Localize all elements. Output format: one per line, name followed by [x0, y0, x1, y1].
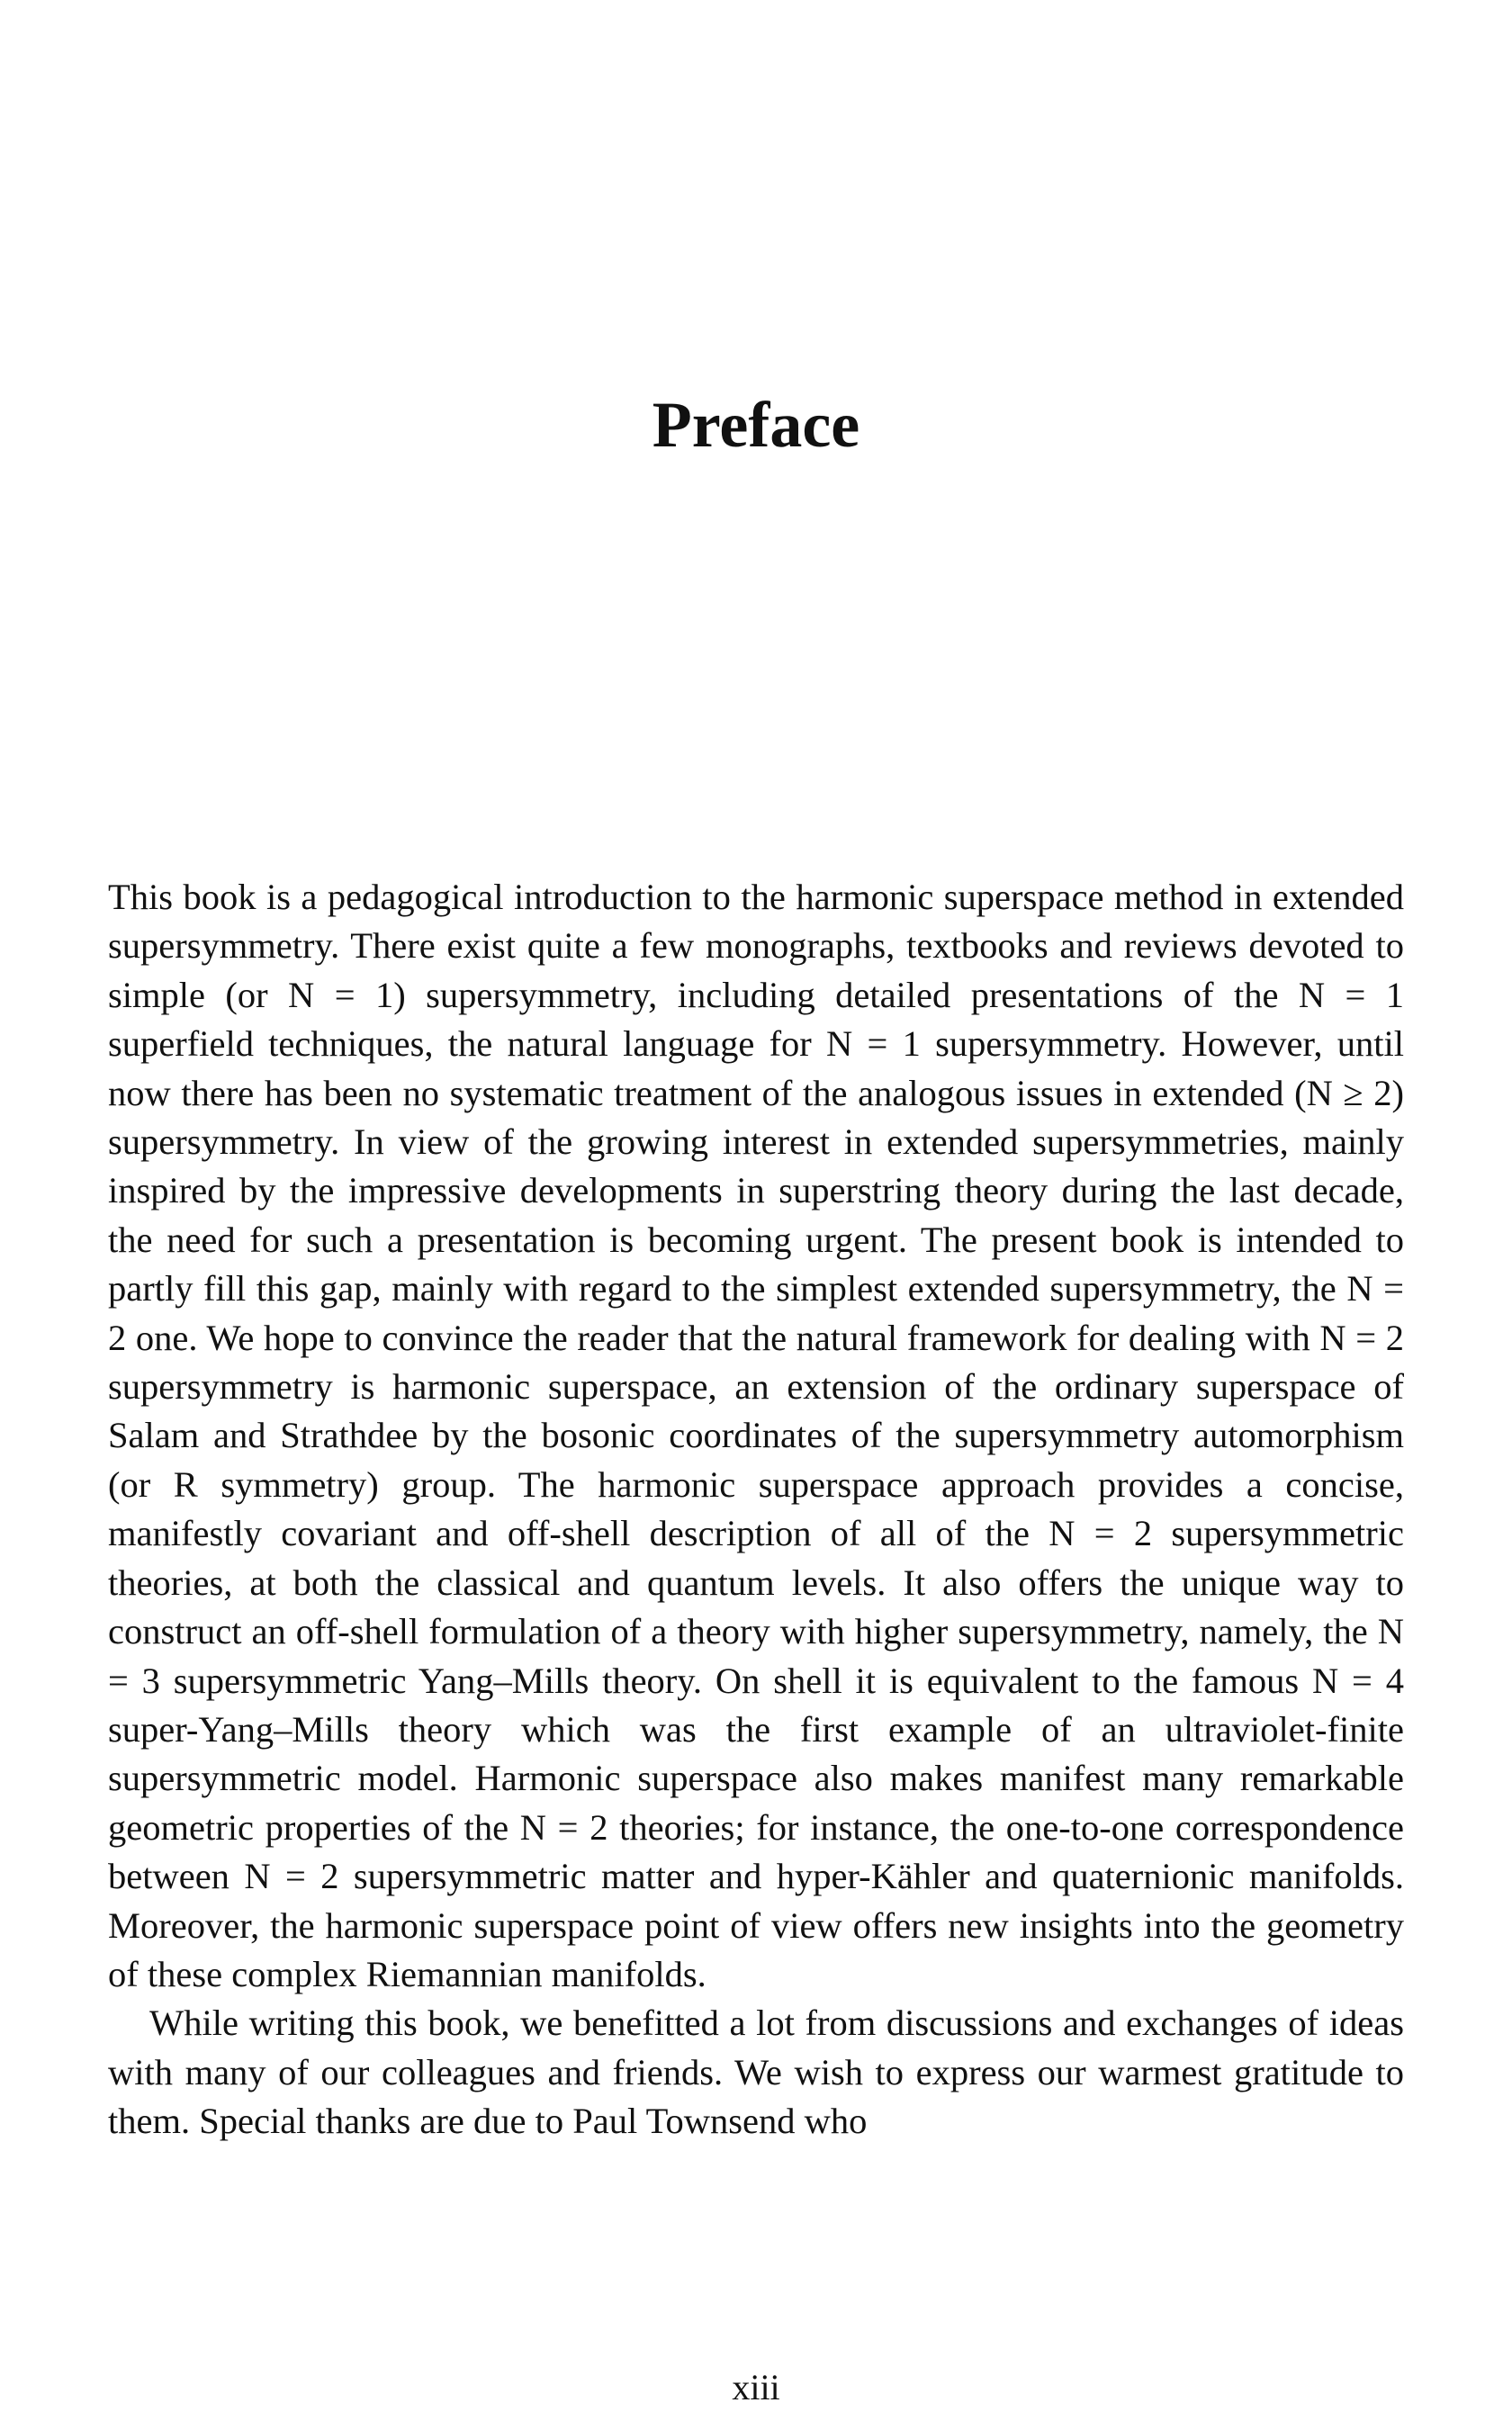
page-title: Preface: [652, 389, 860, 462]
page-number: xiii: [732, 2367, 780, 2408]
paragraph-1: This book is a pedagogical introduction to the harmonic superspace method in extended supersymmetry. There exist quite a few monographs, textbooks and reviews devoted to simple (or N = 1) supersymmetry, including detailed presentations of the N = 1 superfield techniques, the natural language for N = 1 supersymmetry. However, until now there has been no systematic treatment of the analogous issues in extended (N ≥ 2) supersymmetry. In view of the growing interest in extended supersymmetries, mainly inspired by the impressive developments in superstring theory during the last decade, the need for such a presentation is becoming urgent. The present book is intended to partly fill this gap, mainly with regard to the simplest extended supersymmetry, the N = 2 one. We hope to convince the reader that the natural framework for dealing with N = 2 supersymmetry is harmonic superspace, an extension of the ordinary superspace of Salam and Strathdee by the bosonic coordinates of the supersymmetry automorphism (or R symmetry) group. The harmonic superspace approach provides a concise, manifestly covariant and off-shell description of all of the N = 2 supersymmetric theories, at both the classical and quantum levels. It also offers the unique way to construct an off-shell formulation of a theory with higher supersymmetry, namely, the N = 3 supersymmetric Yang–Mills theory. On shell it is equivalent to the famous N = 4 super-Yang–Mills theory which was the first example of an ultraviolet-finite supersymmetric model. Harmonic superspace also makes manifest many remarkable geometric properties of the N = 2 theories; for instance, the one-to-one correspondence between N = 2 supersymmetric matter and hyper-Kähler and quaternionic manifolds. Moreover, the harmonic superspace point of view offers new insights into the geometry of these complex Riemannian manifolds.: [108, 877, 1404, 1994]
paragraph-2: While writing this book, we benefitted a lot from discussions and exchanges of ideas with many of our colleagues and friends. We wish to express our warmest gratitude to them. Special thanks are due to Paul Townsend who: [108, 2002, 1404, 2142]
preface-body: [108, 873, 1404, 2146]
